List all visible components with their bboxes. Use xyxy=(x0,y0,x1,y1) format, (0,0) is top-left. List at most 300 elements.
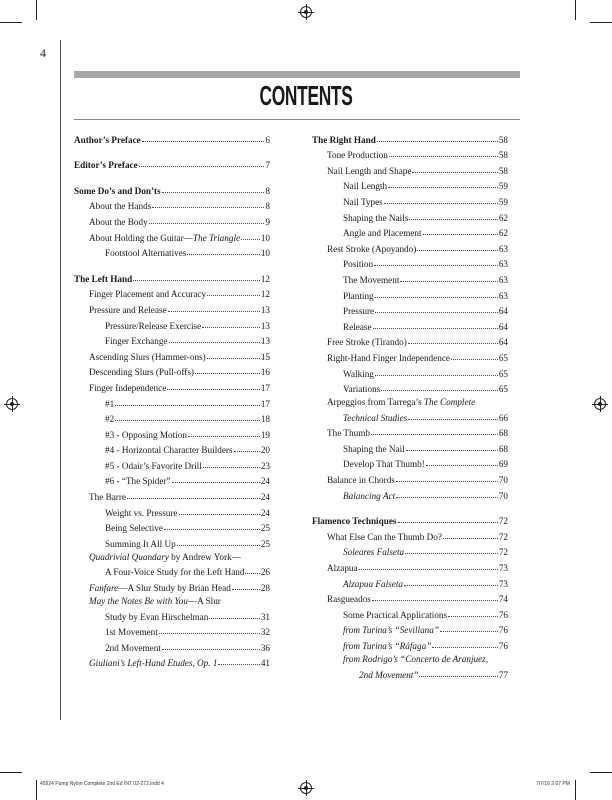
dot-leader xyxy=(142,141,265,142)
page-title: CONTENTS xyxy=(259,80,353,111)
toc-entry-title-italic: Giuliani’s Left-Hand Etudes, Op. 1 xyxy=(89,658,218,669)
crop-mark xyxy=(0,22,22,23)
toc-page-number: 41 xyxy=(260,658,270,669)
toc-entry-title-text: Some Practical Applications xyxy=(343,609,448,620)
toc-entry-title xyxy=(327,532,442,542)
dot-leader xyxy=(202,327,260,328)
dot-leader xyxy=(426,465,498,466)
dot-leader xyxy=(359,569,498,570)
toc-entry xyxy=(74,637,270,653)
toc-entry-title-text: Footstool Alternatives xyxy=(105,248,187,259)
toc-page-number: 18 xyxy=(260,414,270,425)
toc-entry-title xyxy=(105,612,208,622)
toc-entry-title-text: Arpeggios from Tarrega’s xyxy=(327,397,424,408)
toc-entry-title-text: Shaping the Nail xyxy=(343,443,405,454)
toc-entry xyxy=(74,331,270,347)
toc-entry xyxy=(312,469,508,485)
toc-entry-title-text: #6 - “The Spider” xyxy=(105,476,171,487)
toc-section xyxy=(312,511,508,527)
toc-entry-title-text: Position xyxy=(343,259,374,270)
toc-page-number: 70 xyxy=(498,490,508,501)
toc-entry-title xyxy=(327,594,371,604)
toc-entry xyxy=(74,196,270,212)
toc-page-number: 25 xyxy=(260,538,270,549)
toc-entry-title xyxy=(105,336,168,346)
toc-page-number: 20 xyxy=(260,445,270,456)
toc-page-number: 62 xyxy=(498,228,508,239)
toc-entry-title-text: Being Selective xyxy=(105,523,163,534)
toc-entry-title xyxy=(105,508,178,518)
toc-left-column xyxy=(74,129,270,668)
dot-leader xyxy=(177,545,260,546)
toc-page-number: 58 xyxy=(498,134,508,145)
toc-entry-title-text: #2 xyxy=(105,414,115,425)
toc-entry xyxy=(312,301,508,317)
toc-page-number: 8 xyxy=(265,201,270,212)
toc-entry xyxy=(312,620,508,636)
toc-entry-title xyxy=(105,539,176,549)
toc-entry-title xyxy=(327,150,388,160)
toc-page-number: 64 xyxy=(498,306,508,317)
toc-entry-title xyxy=(343,369,374,379)
toc-entry-title-text: —A Slur xyxy=(187,596,221,607)
toc-entry xyxy=(74,409,270,425)
toc-entry-title-text: Pressure/Release Exercise xyxy=(105,320,202,331)
dot-leader xyxy=(195,373,260,374)
toc-entry-title-italic: Technical Studies xyxy=(343,412,408,423)
toc-entry-title xyxy=(105,461,202,471)
toc-entry-title xyxy=(343,625,439,635)
toc-page-number: 12 xyxy=(260,289,270,300)
toc-page-number: 68 xyxy=(498,428,508,439)
toc-entry-title xyxy=(89,492,126,502)
toc-page-number: 70 xyxy=(498,475,508,486)
toc-entry-title xyxy=(343,413,407,423)
page-number: 4 xyxy=(40,46,46,60)
toc-entry-title-text: Finger Placement and Accuracy xyxy=(89,289,207,300)
toc-page-number: 26 xyxy=(260,567,270,578)
toc-entry-title-text: Shaping the Nails xyxy=(343,212,409,223)
toc-entry-title-text: Study by Evan Hirschelman xyxy=(105,611,209,622)
toc-entry xyxy=(312,573,508,589)
toc-entry-title xyxy=(89,596,221,606)
dot-leader xyxy=(152,207,264,208)
dot-leader xyxy=(234,451,260,452)
toc-entry-title xyxy=(105,523,163,533)
toc-entry-title-text: Pressure xyxy=(343,306,375,317)
toc-entry xyxy=(312,269,508,285)
dot-leader xyxy=(381,390,498,391)
dot-leader xyxy=(432,647,497,648)
toc-entry-title-text: —A Slur Study by Brian Head xyxy=(118,583,231,594)
toc-page-number: 13 xyxy=(260,336,270,347)
dot-leader xyxy=(168,311,260,312)
toc-entry-title-text: About Holding the Guitar— xyxy=(89,232,193,243)
toc-entry xyxy=(312,316,508,332)
toc-entry xyxy=(74,346,270,362)
toc-page-number: 17 xyxy=(260,382,270,393)
toc-entry-title xyxy=(327,337,407,347)
toc-entry-title-text: Author’s Preface xyxy=(74,134,141,145)
toc-entry-title xyxy=(105,321,201,331)
toc-page-number: 17 xyxy=(260,398,270,409)
toc-page-number: 63 xyxy=(498,243,508,254)
toc-entry xyxy=(312,160,508,176)
toc-page-number: 64 xyxy=(498,321,508,332)
dot-leader xyxy=(371,434,498,435)
footer-file: 45924 Pump Nylon Complete 2nd Ed INT 02-272.indd 4 xyxy=(40,781,164,787)
dot-leader xyxy=(164,529,260,530)
toc-entry xyxy=(312,347,508,363)
toc-entry xyxy=(74,502,270,518)
toc-entry-title xyxy=(343,306,374,316)
toc-entry-title-text: What Else Can the Thumb Do? xyxy=(327,531,442,542)
margin-line xyxy=(60,40,61,720)
dot-leader xyxy=(179,514,260,515)
toc-entry-title-italic: from Turina’s “Sevillana” xyxy=(343,625,439,636)
toc-entry-title-text: #4 - Horizontal Character Builders xyxy=(105,445,233,456)
dot-leader xyxy=(207,295,260,296)
toc-page-number: 74 xyxy=(498,594,508,605)
toc-entry-title-text: #1 xyxy=(105,398,115,409)
toc-entry-title-italic: Fanfare xyxy=(89,583,119,594)
toc-entry-title xyxy=(74,160,138,170)
toc-entry-title xyxy=(343,444,405,454)
toc-entry xyxy=(74,377,270,393)
toc-entry-title xyxy=(343,181,387,191)
toc-page-number: 73 xyxy=(498,563,508,574)
toc-entry-title xyxy=(343,197,383,207)
toc-entry xyxy=(312,664,508,680)
header-bar xyxy=(74,71,520,78)
toc-entry-title xyxy=(343,322,372,332)
toc-entry-title xyxy=(312,516,397,526)
toc-entry-title-italic: Alzapua Falseta xyxy=(343,578,403,589)
toc-page-number: 13 xyxy=(260,320,270,331)
dot-leader xyxy=(133,280,260,281)
registration-mark-icon xyxy=(300,6,312,18)
dot-leader xyxy=(448,616,498,617)
footer-timestamp: 7/7/16 2:07 PM xyxy=(536,781,570,787)
toc-page-number: 66 xyxy=(498,412,508,423)
toc-entry-title xyxy=(89,217,148,227)
crop-mark xyxy=(575,0,576,20)
toc-entry-title xyxy=(327,475,395,485)
toc-entry-title xyxy=(89,367,194,377)
toc-page-number: 72 xyxy=(498,516,508,527)
toc-entry xyxy=(74,549,270,562)
dot-leader xyxy=(409,219,497,220)
toc-page-number: 6 xyxy=(265,134,270,145)
toc-entry-title-italic: Quadrivial Quandary xyxy=(89,551,169,562)
toc-entry xyxy=(312,145,508,161)
toc-entry-title-text: Tone Production xyxy=(327,150,388,161)
toc-page-number: 77 xyxy=(498,669,508,680)
toc-page-number: 73 xyxy=(498,578,508,589)
toc-page-number: 76 xyxy=(498,641,508,651)
toc-entry-title-text: Angle and Placement xyxy=(343,228,422,239)
toc-entry-title-text: Ascending Slurs (Hammer-ons) xyxy=(89,351,206,362)
dot-leader xyxy=(207,358,260,359)
toc-entry-title-text: 2nd Movement xyxy=(105,642,161,653)
toc-page-number: 63 xyxy=(498,274,508,285)
toc-page-number: 65 xyxy=(498,384,508,395)
toc-entry xyxy=(312,542,508,558)
toc-entry-title xyxy=(89,552,241,562)
toc-page-number: 25 xyxy=(260,523,270,534)
toc-page-number: 36 xyxy=(260,642,270,653)
toc-entry xyxy=(74,211,270,227)
toc-section xyxy=(74,180,270,196)
toc-entry-title-text: Some Do’s and Don’ts xyxy=(74,185,161,196)
dot-leader xyxy=(172,482,260,483)
toc-entry-title-italic: from Rodrigo’s “Concerto de Aranjuez, xyxy=(343,654,489,664)
toc-entry-title-italic: Soleares Falseta xyxy=(343,547,405,558)
toc-entry xyxy=(74,622,270,638)
toc-entry-title xyxy=(74,274,132,284)
toc-page-number: 8 xyxy=(265,185,270,196)
title-rule xyxy=(74,119,520,120)
crop-mark xyxy=(590,22,612,23)
toc-entry-title xyxy=(89,352,206,362)
toc-entry-title-text: #5 - Odair’s Favorite Drill xyxy=(105,460,202,471)
crop-mark xyxy=(590,772,612,773)
toc-entry xyxy=(74,455,270,471)
toc-entry xyxy=(74,606,270,622)
toc-page-number: 69 xyxy=(498,459,508,470)
toc-entry-title xyxy=(343,259,373,269)
dot-leader xyxy=(375,312,498,313)
toc-entry-title-text: Weight vs. Pressure xyxy=(105,507,178,518)
toc-entry xyxy=(312,285,508,301)
dot-leader xyxy=(405,553,498,554)
dot-leader xyxy=(209,618,259,619)
toc-entry xyxy=(312,604,508,620)
toc-page-number: 24 xyxy=(260,507,270,518)
toc-entry-title xyxy=(89,201,151,211)
toc-entry-title xyxy=(74,135,141,145)
dot-leader xyxy=(404,585,498,586)
toc-entry-title xyxy=(89,233,240,243)
toc-page-number: 63 xyxy=(498,290,508,301)
toc-entry-title xyxy=(89,305,167,315)
toc-page-number: 76 xyxy=(498,625,508,636)
toc-page-number: 59 xyxy=(498,181,508,192)
dot-leader xyxy=(408,343,498,344)
toc-page-number: 63 xyxy=(498,259,508,270)
toc-page-number: 58 xyxy=(498,150,508,161)
toc-entry xyxy=(74,562,270,578)
toc-page-number: 58 xyxy=(498,165,508,176)
dot-leader xyxy=(232,589,260,590)
toc-page-number: 68 xyxy=(498,443,508,454)
toc-entry xyxy=(312,207,508,223)
toc-entry xyxy=(74,299,270,315)
toc-entry-title xyxy=(327,244,416,254)
registration-mark-icon xyxy=(6,398,18,410)
toc-entry xyxy=(312,651,508,664)
toc-entry-title-text: The Left Hand xyxy=(74,273,133,284)
dot-leader xyxy=(115,405,260,406)
toc-entry-title-text: Nail Length and Shape xyxy=(327,165,412,176)
toc-section xyxy=(312,129,508,145)
toc-entry-title-text: Right-Hand Finger Independence xyxy=(327,352,450,363)
toc-entry-title-text: Descending Slurs (Pull-offs) xyxy=(89,367,194,378)
toc-entry-title xyxy=(89,658,217,668)
toc-entry-title xyxy=(343,213,408,223)
toc-page-number: 19 xyxy=(260,429,270,440)
dot-leader xyxy=(375,297,498,298)
toc-entry-title xyxy=(105,476,171,486)
toc-page-number: 31 xyxy=(260,611,270,622)
dot-leader xyxy=(423,234,498,235)
toc-entry xyxy=(312,635,508,651)
dot-leader xyxy=(188,436,260,437)
toc-entry-title xyxy=(327,563,358,573)
toc-entry-title xyxy=(105,445,233,455)
toc-right-column xyxy=(312,129,508,680)
toc-entry-title-text: Balance in Chords xyxy=(327,475,395,486)
toc-entry-title xyxy=(359,670,418,680)
toc-entry-title-text: Variations xyxy=(343,384,381,395)
toc-page-number: 10 xyxy=(260,248,270,259)
toc-section xyxy=(74,155,270,171)
toc-page-number: 28 xyxy=(260,583,270,594)
toc-entry-title xyxy=(343,579,403,589)
dot-leader xyxy=(396,497,498,498)
dot-leader xyxy=(443,538,498,539)
toc-entry xyxy=(74,533,270,549)
toc-entry xyxy=(74,243,270,259)
dot-leader xyxy=(440,631,498,632)
toc-entry xyxy=(312,176,508,192)
toc-page-number: 9 xyxy=(265,216,270,227)
dot-leader xyxy=(451,359,498,360)
toc-entry xyxy=(74,315,270,331)
dot-leader xyxy=(245,573,259,574)
toc-page-number: 32 xyxy=(260,627,270,638)
dot-leader xyxy=(372,600,498,601)
toc-entry-title xyxy=(343,275,399,285)
toc-entry-title xyxy=(89,583,231,593)
dot-leader xyxy=(218,664,259,665)
toc-entry-title-italic: 2nd Movement” xyxy=(359,669,419,680)
toc-entry-title xyxy=(343,228,422,238)
toc-entry xyxy=(312,485,508,501)
dot-leader xyxy=(419,676,497,677)
toc-entry-title-text: Develop That Thumb! xyxy=(343,459,425,470)
dot-leader xyxy=(241,239,260,240)
toc-entry-title xyxy=(343,291,374,301)
toc-page-number: 65 xyxy=(498,352,508,363)
toc-entry xyxy=(74,471,270,487)
dot-leader xyxy=(388,187,498,188)
toc-entry-title-text: Free Stroke (Tirando) xyxy=(327,337,407,348)
toc-entry-title-text: A Four-Voice Study for the Left Hand xyxy=(105,567,245,578)
toc-entry-title xyxy=(105,414,114,424)
crop-mark xyxy=(36,0,37,20)
toc-entry xyxy=(312,191,508,207)
toc-entry-title-text: Rest Stroke (Apoyando) xyxy=(327,243,417,254)
toc-entry xyxy=(312,557,508,573)
dot-leader xyxy=(389,156,498,157)
toc-entry-title xyxy=(327,353,450,363)
toc-entry-title-italic: The Complete xyxy=(423,397,476,408)
toc-entry-title-text: Flamenco Techniques xyxy=(312,516,397,527)
toc-entry-title xyxy=(74,186,161,196)
dot-leader xyxy=(375,375,498,376)
toc-entry-title-text: The Thumb xyxy=(327,428,370,439)
toc-entry xyxy=(312,379,508,395)
toc-entry xyxy=(312,438,508,454)
dot-leader xyxy=(398,522,498,523)
dot-leader xyxy=(384,203,498,204)
toc-entry xyxy=(74,424,270,440)
toc-entry-title-text: Planting xyxy=(343,290,374,301)
toc-entry xyxy=(312,589,508,605)
toc-entry xyxy=(74,284,270,300)
dot-leader xyxy=(400,281,497,282)
toc-entry-title-text: Finger Exchange xyxy=(105,336,168,347)
toc-entry-title xyxy=(327,397,475,407)
toc-entry-title-italic: Balancing Act xyxy=(343,490,396,501)
toc-entry-title-text: Editor’s Preface xyxy=(74,160,138,171)
dot-leader xyxy=(139,166,265,167)
toc-entry-title-text: Alzapua xyxy=(327,563,358,574)
crop-mark xyxy=(0,772,22,773)
toc-entry-title-text: Rasgueados xyxy=(327,594,371,605)
toc-entry xyxy=(312,394,508,407)
toc-entry-title xyxy=(343,547,404,557)
toc-entry-title xyxy=(105,399,114,409)
toc-entry-title xyxy=(343,654,488,664)
toc-entry xyxy=(74,227,270,243)
toc-entry-title-text: Finger Independence xyxy=(89,382,167,393)
toc-page-number: 23 xyxy=(260,460,270,471)
dot-leader xyxy=(203,467,260,468)
toc-entry-title xyxy=(105,430,187,440)
dot-leader xyxy=(127,498,260,499)
toc-entry xyxy=(312,407,508,423)
dot-leader xyxy=(149,223,265,224)
toc-page-number: 15 xyxy=(260,351,270,362)
toc-page-number: 64 xyxy=(498,337,508,348)
registration-mark-icon xyxy=(300,782,312,794)
toc-entry xyxy=(74,518,270,534)
dot-leader xyxy=(406,450,498,451)
toc-entry-title xyxy=(327,166,411,176)
dot-leader xyxy=(162,649,260,650)
toc-entry-title-text: by Andrew York— xyxy=(168,551,241,562)
toc-entry-title xyxy=(105,627,158,637)
toc-entry-title-text: About the Hands xyxy=(89,201,152,212)
toc-entry-title-text: Walking xyxy=(343,368,374,379)
dot-leader xyxy=(169,342,260,343)
toc-page-number: 62 xyxy=(498,212,508,223)
crop-mark xyxy=(36,780,37,800)
toc-entry-title xyxy=(343,610,447,620)
dot-leader xyxy=(412,172,497,173)
toc-entry xyxy=(74,486,270,502)
toc-section xyxy=(74,129,270,145)
toc-entry-title xyxy=(343,384,380,394)
toc-entry xyxy=(74,593,270,606)
toc-page-number: 76 xyxy=(498,609,508,620)
toc-entry xyxy=(74,577,270,593)
toc-page-number: 72 xyxy=(498,531,508,542)
toc-page-number: 12 xyxy=(260,273,270,284)
toc-entry-title-text: The Barre xyxy=(89,492,126,503)
